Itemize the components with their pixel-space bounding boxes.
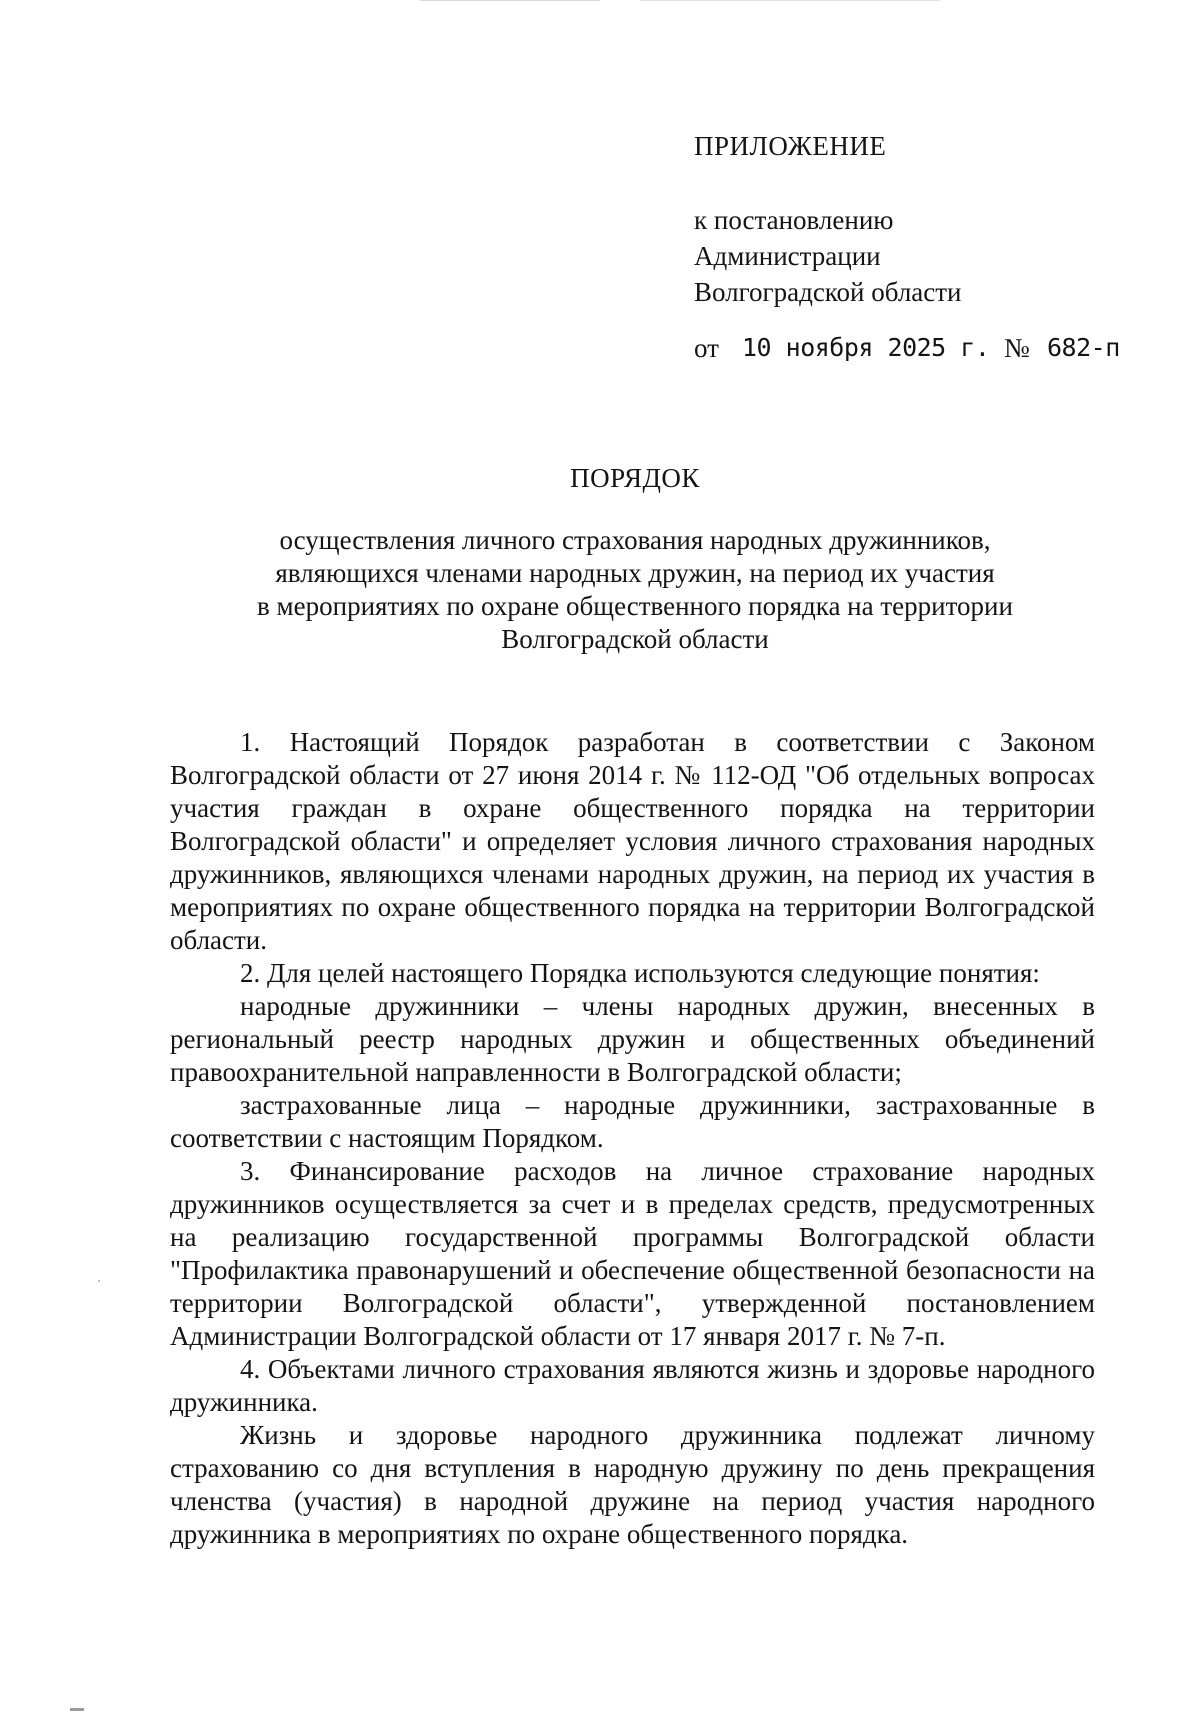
decree-reference bbox=[694, 330, 1120, 366]
scan-edge-artifact bbox=[640, 0, 940, 1]
scan-speck bbox=[98, 1280, 100, 1282]
subtitle-line: являющихся членами народных дружин, на период их участия bbox=[275, 558, 995, 588]
scan-edge-artifact bbox=[420, 0, 600, 1]
definition-insured: застрахованные лица – народные дружинники, застрахованные в соответствии с настоящим Порядком. bbox=[170, 1090, 1095, 1153]
document-subtitle bbox=[225, 524, 1045, 656]
decree-number: 682-п bbox=[1047, 333, 1120, 362]
attachment-heading: ПРИЛОЖЕНИЕ bbox=[694, 131, 887, 161]
paragraph-1: 1. Настоящий Порядок разработан в соответствии с Законом Волгоградской области от 27 июня 2014 г. № 112-ОД "Об отдельных вопросах участия граждан в охране общественного порядка на территории Волгоградской области" и определяет условия личного страхования народных дружинников, являющихся членами народных дружин, на период их участия в мероприятиях по охране общественного порядка на территории Волгоградской области. bbox=[170, 727, 1095, 955]
attachment-line: к постановлению bbox=[694, 205, 894, 235]
paragraph-4: 4. Объектами личного страхования являются жизнь и здоровье народного дружинника. bbox=[170, 1354, 1095, 1417]
attachment-line: Администрации bbox=[694, 241, 881, 271]
attachment-line: Волгоградской области bbox=[694, 277, 962, 307]
document-title: ПОРЯДОК bbox=[570, 463, 700, 493]
document-body bbox=[170, 726, 1095, 1551]
attachment-block bbox=[694, 128, 962, 310]
decree-from-label: от bbox=[694, 333, 719, 363]
subtitle-line: Волгоградской области bbox=[501, 624, 769, 654]
subtitle-line: осуществления личного страхования народных дружинников, bbox=[279, 525, 991, 555]
paragraph-4-continuation: Жизнь и здоровье народного дружинника подлежат личному страхованию со дня вступления в народную дружину по день прекращения членства (участия) в народной дружине на период участия народного дружинника в мероприятиях по охране общественного порядка. bbox=[170, 1420, 1095, 1549]
paragraph-2: 2. Для целей настоящего Порядка используются следующие понятия: bbox=[240, 958, 1040, 988]
subtitle-line: в мероприятиях по охране общественного порядка на территории bbox=[257, 591, 1013, 621]
definition-druzhinniki: народные дружинники – члены народных дружин, внесенных в региональный реестр народных дружин и общественных объединений правоохранительной направленности в Волгоградской области; bbox=[170, 991, 1095, 1087]
scan-edge-artifact bbox=[70, 1708, 84, 1711]
decree-number-label: № bbox=[1004, 333, 1030, 363]
paragraph-3: 3. Финансирование расходов на личное страхование народных дружинников осуществляется за счет и в пределах средств, предусмотренных на реализацию государственной программы Волгоградской области "Профилактика правонарушений и обеспечение общественной безопасности на территории Волгоградской области", утвержденной постановлением Администрации Волгоградской области от 17 января 2017 г. № 7-п. bbox=[170, 1156, 1095, 1351]
decree-date: 10 ноября 2025 г. bbox=[742, 333, 990, 362]
